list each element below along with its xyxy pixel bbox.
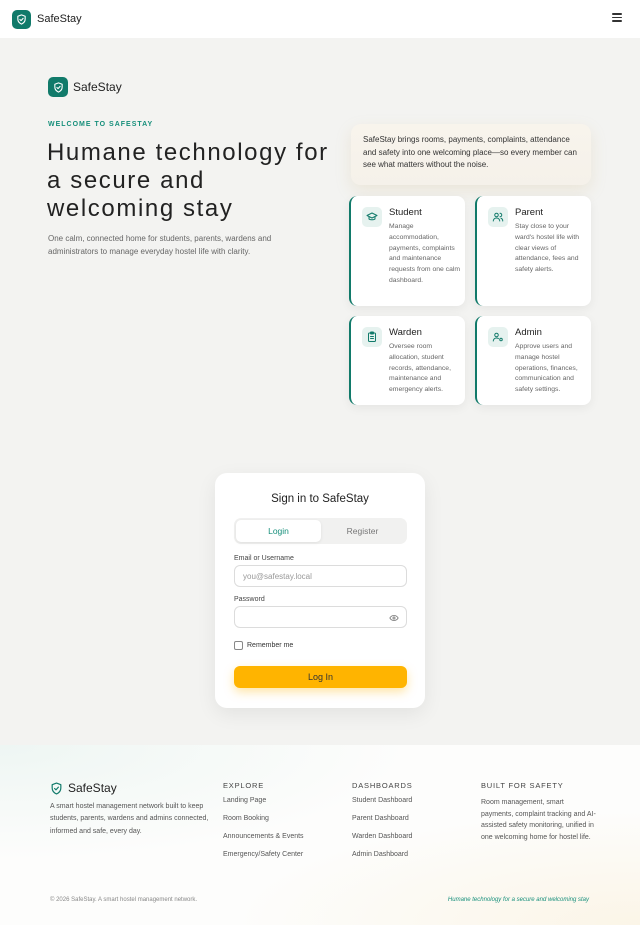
footer-link-landing[interactable]: Landing Page [223, 797, 267, 804]
email-input[interactable]: you@safestay.local [234, 565, 407, 587]
signin-card [215, 473, 425, 708]
hero-title: Humane technology for a secure and welcoming stay [47, 139, 329, 222]
role-desc: Manage accommodation, payments, complaints and maintenance requests from one calm dashboard. [389, 223, 461, 284]
footer [0, 745, 640, 925]
intro-card: SafeStay brings rooms, payments, complaints, attendance and safety into one welcoming place—so every member can see what matters without the noise. [351, 124, 591, 185]
graduation-cap-icon [362, 207, 382, 227]
user-cog-icon [488, 327, 508, 347]
footer-link-parent-dashboard[interactable]: Parent Dashboard [352, 815, 409, 822]
eye-icon[interactable] [389, 613, 399, 625]
role-title: Student [389, 207, 422, 218]
role-title: Parent [515, 207, 543, 218]
hero-logo [48, 77, 122, 97]
password-input[interactable] [234, 606, 407, 628]
hero-subtitle: One calm, connected home for students, parents, wardens and administrators to manage everyday hostel life with clarity. [48, 234, 272, 256]
hero-eyebrow: WELCOME TO SAFESTAY [48, 121, 154, 128]
nav-brand[interactable]: SafeStay [37, 13, 82, 25]
role-desc: Approve users and manage hostel operations, finances, communication and safety settings. [515, 343, 578, 394]
footer-link-emergency[interactable]: Emergency/Safety Center [223, 851, 304, 858]
login-button[interactable]: Log In [234, 666, 407, 688]
footer-brand-text: SafeStay [68, 781, 117, 795]
role-desc: Stay close to your ward's hostel life with clear views of attendance, fees and safety alerts. [515, 223, 580, 274]
users-icon [488, 207, 508, 227]
auth-tabs [234, 518, 407, 544]
remember-checkbox[interactable] [234, 641, 243, 650]
shield-logo-icon[interactable] [12, 10, 31, 29]
role-title: Admin [515, 327, 542, 338]
footer-link-room-booking[interactable]: Room Booking [223, 815, 269, 822]
footer-heading: DASHBOARDS [352, 781, 413, 790]
hero-brand: SafeStay [73, 80, 122, 94]
shield-check-icon [50, 782, 63, 795]
clipboard-icon [362, 327, 382, 347]
footer-heading: EXPLORE [223, 781, 265, 790]
role-card-parent[interactable] [475, 196, 591, 306]
footer-explore [223, 781, 304, 869]
role-card-warden[interactable] [349, 316, 465, 405]
role-card-student[interactable] [349, 196, 465, 306]
footer-tagline: Humane technology for a secure and welcoming stay [447, 897, 589, 903]
footer-dashboards [352, 781, 413, 869]
signin-title: Sign in to SafeStay [271, 493, 369, 505]
email-label: Email or Username [234, 555, 294, 562]
copyright: © 2026 SafeStay. A smart hostel management network. [50, 897, 198, 903]
footer-link-student-dashboard[interactable]: Student Dashboard [352, 797, 413, 804]
footer-safety [481, 781, 596, 843]
password-label: Password [234, 596, 265, 603]
footer-link-admin-dashboard[interactable]: Admin Dashboard [352, 851, 409, 858]
footer-link-announcements[interactable]: Announcements & Events [223, 833, 304, 840]
footer-link-warden-dashboard[interactable]: Warden Dashboard [352, 833, 413, 840]
shield-logo-icon [48, 77, 68, 97]
footer-heading: BUILT FOR SAFETY [481, 781, 564, 790]
top-nav [0, 0, 640, 38]
tab-login[interactable]: Login [236, 520, 321, 542]
role-title: Warden [389, 327, 422, 338]
footer-safety-text: Room management, smart payments, complaint tracking and AI-assisted safety monitoring, unified in one welcoming home for hostel life. [481, 799, 596, 841]
hamburger-menu-icon[interactable] [612, 13, 622, 23]
remember-me [234, 641, 293, 650]
remember-label[interactable]: Remember me [247, 642, 294, 649]
role-card-admin[interactable] [475, 316, 591, 405]
footer-description: A smart hostel management network built to keep students, parents, wardens and admins connected, informed and safe, every day. [50, 803, 209, 835]
footer-brand [50, 781, 117, 795]
role-desc: Oversee room allocation, student records, attendance, maintenance and emergency alerts. [389, 343, 451, 394]
tab-register[interactable]: Register [346, 526, 379, 536]
